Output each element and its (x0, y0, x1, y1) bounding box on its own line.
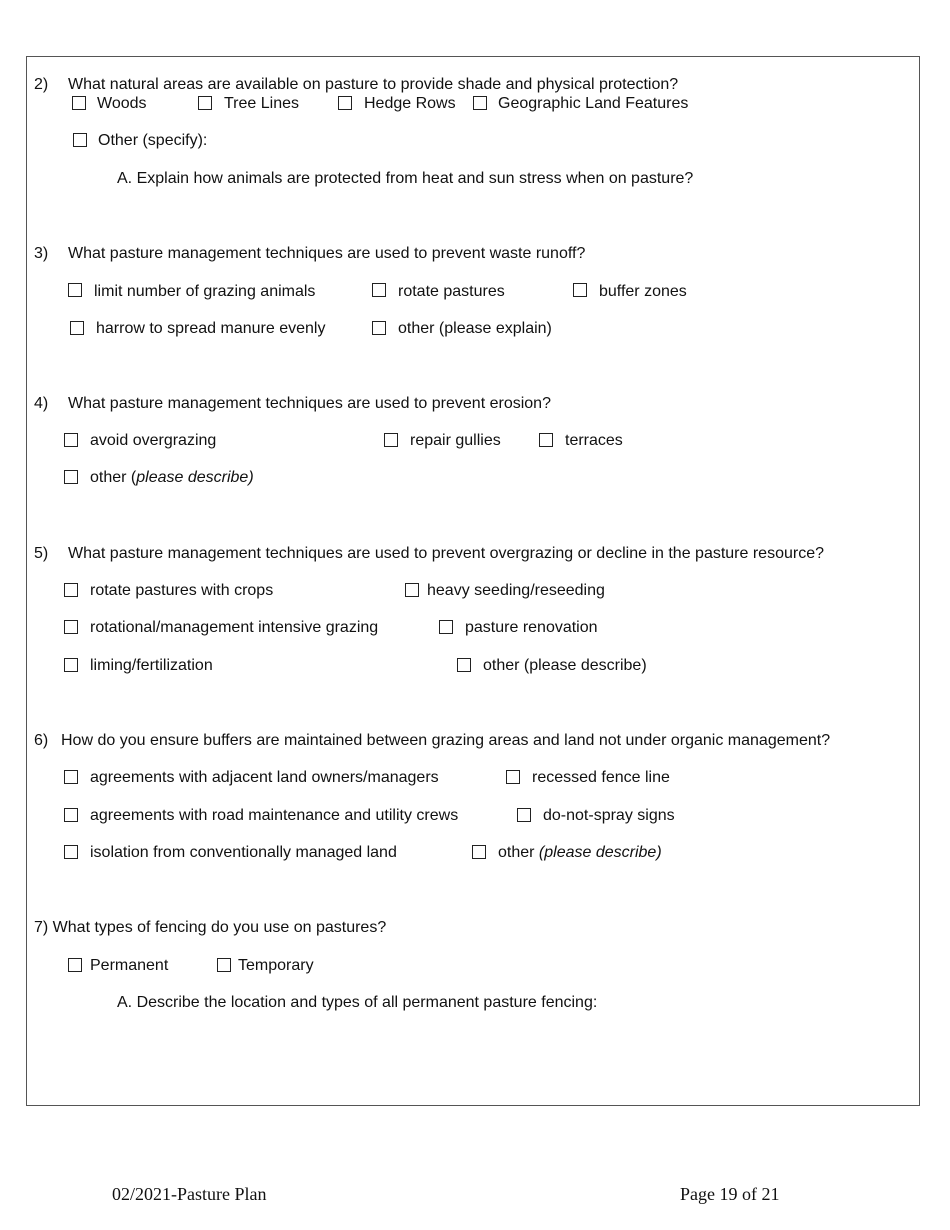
q6-road-crews-checkbox[interactable] (64, 808, 78, 822)
q5-pasture-renovation-label: pasture renovation (465, 619, 598, 636)
q6-recessed-fence-label: recessed fence line (532, 769, 670, 786)
q3-harrow-checkbox[interactable] (70, 321, 84, 335)
q5-other-checkbox[interactable] (457, 658, 471, 672)
q5-rotate-crops-label: rotate pastures with crops (90, 582, 274, 599)
q6-adjacent-owners-checkbox[interactable] (64, 770, 78, 784)
q6-number: 6) (34, 732, 49, 749)
q3-number: 3) (34, 245, 49, 262)
q3-limit-animals-label: limit number of grazing animals (94, 283, 316, 300)
q2-tree-lines-label: Tree Lines (224, 95, 299, 112)
q2-other-checkbox[interactable] (73, 133, 87, 147)
q3-other-checkbox[interactable] (372, 321, 386, 335)
q7-sub-question-a: A. Describe the location and types of all permanent pasture fencing: (117, 994, 598, 1011)
q6-no-spray-signs-checkbox[interactable] (517, 808, 531, 822)
q5-rotational-grazing-checkbox[interactable] (64, 620, 78, 634)
q6-question: How do you ensure buffers are maintained between grazing areas and land not under organic management? (61, 732, 831, 749)
q3-buffer-zones-checkbox[interactable] (573, 283, 587, 297)
q5-rotate-crops-checkbox[interactable] (64, 583, 78, 597)
q6-other-italic: (please describe) (538, 844, 662, 861)
q5-liming-checkbox[interactable] (64, 658, 78, 672)
q2-other-label: Other (specify): (98, 132, 208, 149)
footer-document-id: 02/2021-Pasture Plan (112, 1184, 267, 1204)
q4-other-checkbox[interactable] (64, 470, 78, 484)
q2-geographic-features-checkbox[interactable] (473, 96, 487, 110)
q4-terraces-label: terraces (565, 432, 623, 449)
form-frame (26, 56, 920, 1106)
q4-other-prefix: other ( (90, 469, 137, 486)
q2-question: What natural areas are available on pasture to provide shade and physical protection? (68, 76, 679, 93)
q7-question: 7) What types of fencing do you use on pastures? (34, 919, 387, 936)
q4-other-italic: please describe) (136, 469, 254, 486)
q4-repair-gullies-checkbox[interactable] (384, 433, 398, 447)
q4-avoid-overgrazing-checkbox[interactable] (64, 433, 78, 447)
q2-sub-question-a: A. Explain how animals are protected from heat and sun stress when on pasture? (117, 170, 694, 187)
q5-liming-label: liming/fertilization (90, 657, 213, 674)
q6-adjacent-owners-label: agreements with adjacent land owners/managers (90, 769, 439, 786)
q4-other-label (90, 469, 254, 487)
footer-page-number: Page 19 of 21 (680, 1184, 780, 1204)
q2-tree-lines-checkbox[interactable] (198, 96, 212, 110)
q2-woods-checkbox[interactable] (72, 96, 86, 110)
q5-heavy-seeding-checkbox[interactable] (405, 583, 419, 597)
q2-woods-label: Woods (97, 95, 147, 112)
q5-rotational-grazing-label: rotational/management intensive grazing (90, 619, 379, 636)
q6-isolation-checkbox[interactable] (64, 845, 78, 859)
q6-no-spray-signs-label: do-not-spray signs (543, 807, 675, 824)
q2-hedge-rows-checkbox[interactable] (338, 96, 352, 110)
q3-other-label: other (please explain) (398, 320, 552, 337)
q5-pasture-renovation-checkbox[interactable] (439, 620, 453, 634)
q5-heavy-seeding-label: heavy seeding/reseeding (427, 582, 605, 599)
q7-temporary-label: Temporary (238, 957, 314, 974)
q4-number: 4) (34, 395, 49, 412)
q5-other-label: other (please describe) (483, 657, 647, 674)
q3-harrow-label: harrow to spread manure evenly (96, 320, 326, 337)
q3-limit-animals-checkbox[interactable] (68, 283, 82, 297)
q3-rotate-pastures-label: rotate pastures (398, 283, 505, 300)
q3-rotate-pastures-checkbox[interactable] (372, 283, 386, 297)
q4-repair-gullies-label: repair gullies (410, 432, 501, 449)
q7-permanent-checkbox[interactable] (68, 958, 82, 972)
q7-temporary-checkbox[interactable] (217, 958, 231, 972)
q7-permanent-label: Permanent (90, 957, 169, 974)
q6-recessed-fence-checkbox[interactable] (506, 770, 520, 784)
q4-terraces-checkbox[interactable] (539, 433, 553, 447)
q6-other-label (498, 844, 662, 862)
q6-isolation-label: isolation from conventionally managed land (90, 844, 397, 861)
q3-buffer-zones-label: buffer zones (599, 283, 687, 300)
q2-geographic-features-label: Geographic Land Features (498, 95, 689, 112)
q3-question: What pasture management techniques are used to prevent waste runoff? (68, 245, 586, 262)
q6-other-prefix: other (498, 844, 539, 861)
q4-avoid-overgrazing-label: avoid overgrazing (90, 432, 217, 449)
q2-number: 2) (34, 76, 49, 93)
q6-road-crews-label: agreements with road maintenance and utility crews (90, 807, 459, 824)
q5-number: 5) (34, 545, 49, 562)
q4-question: What pasture management techniques are used to prevent erosion? (68, 395, 551, 412)
q6-other-checkbox[interactable] (472, 845, 486, 859)
q2-hedge-rows-label: Hedge Rows (364, 95, 456, 112)
q5-question: What pasture management techniques are used to prevent overgrazing or decline in the pasture resource? (68, 545, 824, 562)
